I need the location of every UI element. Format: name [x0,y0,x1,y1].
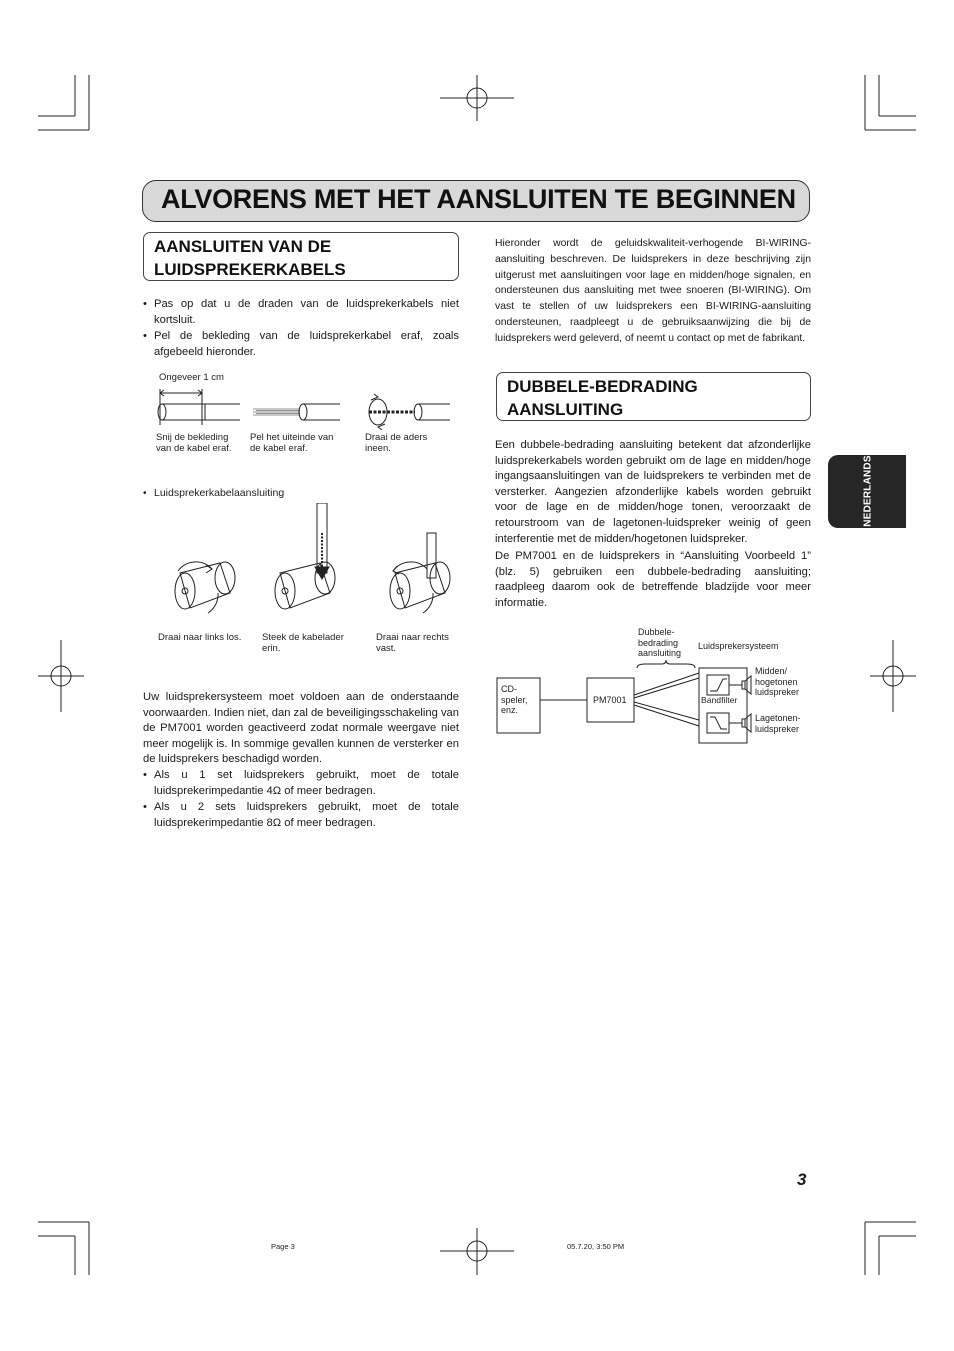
section-heading-box-speaker-cables [143,232,459,281]
bullet-connection-label: Luidsprekerkabelaansluiting [154,487,285,499]
conditions-paragraph: Uw luidsprekersysteem moet voldoen aan de onderstaande voorwaarden. Indien niet, dan zal de beveiligingsschakeling van de PM7001 worden geactiveerd zodat normale weergave niet meer mogelijk is. In sommige gevallen kunnen de versterker en de luidsprekers beschadigd worden. [143,691,459,766]
terminal-caption-1: Draai naar links los. [158,632,242,643]
cable-stripping-illustration [150,385,460,430]
bi-wiring-paragraph-2: De PM7001 en de luidsprekers in “Aansluiting Voorbeeld 1” (blz. 5) gebruiken een dubbele-bedrading aansluiting; raadpleeg daarom ook de betreffende bladzijde voor meer informatie. [495,550,811,609]
section-heading-speaker-cables: AANSLUITEN VAN DE LUIDSPREKERKABELS [154,237,346,279]
diagram-bi-wiring-label: Dubbele- bedrading aansluiting [638,627,682,658]
bullet-impedance-2-sets: Als u 2 sets luidsprekers gebruikt, moet de totale luidsprekerimpedantie 8Ω of meer bedragen. [154,801,459,829]
bullet-impedance-1-set: Als u 1 set luidsprekers gebruikt, moet de totale luidsprekerimpedantie 4Ω of meer bedragen. [154,769,459,797]
page-title: ALVORENS MET HET AANSLUITEN TE BEGINNEN [161,184,796,214]
strip-caption-3: Draai de aders ineen. [365,432,428,454]
bullet-marker: • [143,769,147,781]
language-tab-label: NEDERLANDS [862,455,874,527]
terminal-caption-2: Steek de kabelader erin. [262,632,344,654]
measure-label: Ongeveer 1 cm [159,372,224,383]
bullet-strip-insulation: Pel de bekleding van de luidsprekerkabel eraf, zoals afgebeeld hieronder. [154,330,459,358]
language-tab [828,455,906,528]
bullet-marker: • [143,488,147,499]
footer-timestamp: 05.7.20, 3:50 PM [567,1242,625,1251]
diagram-filter-label: Bandfilter [701,695,738,705]
strip-caption-1: Snij de bekleding van de kabel eraf. [156,432,232,454]
diagram-source-label: CD- speler, enz. [501,684,528,715]
bi-wiring-paragraph-1: Een dubbele-bedrading aansluiting betekent dat afzonderlijke luidsprekerkabels worden gebruikt om de lage en midden/hoge ingangsaansluitingen van de luidsprekers te verbinden met de versterker. Aangezien afzonderlijke kabels worden gebruikt voor de lage en de midden/hoge tonen, veroorzaakt de retourstroom van de lagetonen-luidspreker weinig of geen interferentie met de midden/hogetonen luidspreker. [495,439,811,545]
bi-wiring-intro-paragraph: Hieronder wordt de geluidskwaliteit-verhogende BI-WIRING-aansluiting beschreven. De luidsprekers in deze beschrijving zijn uitgerust met aansluitingen voor lage en midden/hoge signalen, en ondersteunen dus aansluiting met twee snoeren (BI-WIRING). Om vast te stellen of uw luidsprekers een BI-WIRING-aansluiting ondersteunen, raadpleegt u de gebruiksaanwijzing die bij de luidsprekers werd geleverd, of neemt u contact op met de fabrikant. [495,238,811,344]
bullet-marker: • [143,801,147,813]
terminal-connection-illustration [160,503,460,628]
diagram-amplifier-label: PM7001 [593,695,627,705]
section-heading-box-bi-wiring [496,372,811,421]
page-number: 3 [797,1170,807,1189]
diagram-speaker-system-label: Luidsprekersysteem [698,641,779,651]
diagram-mid-high-label: Midden/ hogetonen luidspreker [755,666,800,697]
bullet-marker: • [143,298,147,310]
bullet-no-short-circuit: Pas op dat u de draden van de luidsprekerkabels niet kortsluit. [154,298,459,326]
footer-page: Page 3 [271,1242,295,1251]
section-heading-bi-wiring: DUBBELE-BEDRADING AANSLUITING [507,377,698,419]
page-title-bar [142,180,810,222]
terminal-caption-3: Draai naar rechts vast. [376,632,449,654]
strip-caption-2: Pel het uiteinde van de kabel eraf. [250,432,334,454]
diagram-low-label: Lagetonen- luidspreker [755,713,801,734]
bullet-marker: • [143,330,147,342]
